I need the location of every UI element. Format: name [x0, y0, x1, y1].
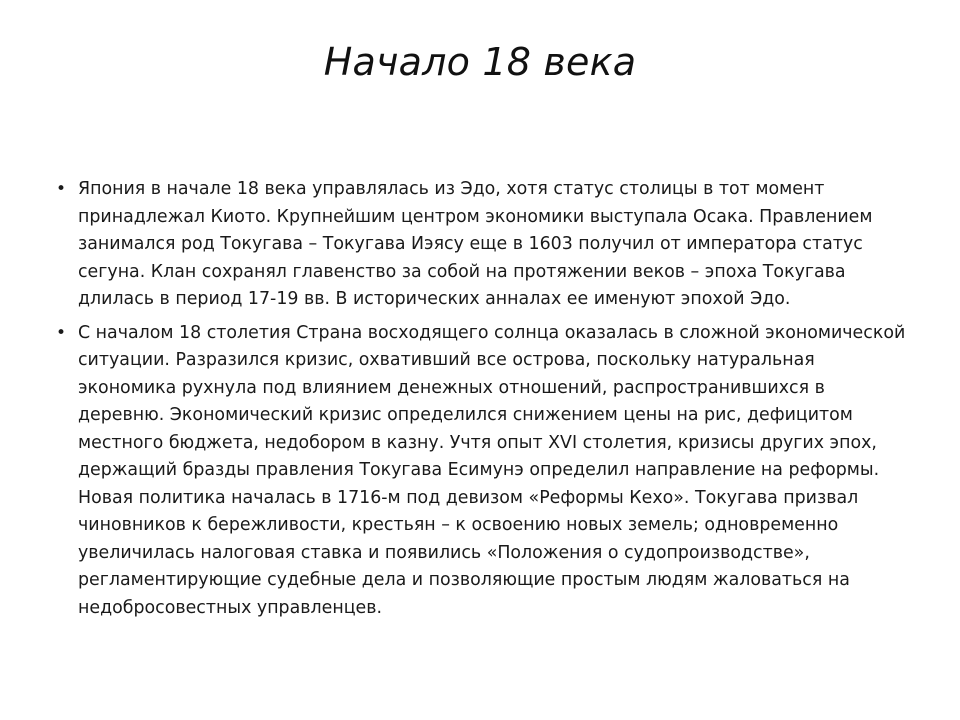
bullet-marker: •	[56, 322, 67, 343]
slide-title: Начало 18 века	[323, 40, 637, 84]
bullet-list	[56, 176, 916, 628]
bullet-item	[56, 176, 916, 314]
bullet-text: Япония в начале 18 века управлялась из Эдо, хотя статус столицы в тот момент принадлежал Киото. Крупнейшим центром экономики выступала Осака. Правлением занимался род Токугава – Токугава Иэясу еще в 1603 получил от императора статус сегуна. Клан сохранял главенство за собой на протяжении веков – эпоха Токугава длилась в период 17-19 вв. В исторических анналах ее именуют эпохой Эдо.	[78, 179, 873, 309]
bullet-marker: •	[56, 179, 67, 199]
bullet-text: С началом 18 столетия Страна восходящего солнца оказалась в сложной экономической ситуации. Разразился кризис, охвативший все острова, поскольку натуральная экономика рухнула под влиянием денежных отношений, распространившихся в деревню. Экономический кризис определился снижением цены на рис, дефицитом местного бюджета, недобором в казну. Учтя опыт XVI столетия, кризисы других эпох, держащий бразды правления Токугава Есимунэ определил направление на реформы. Новая политика началась в 1716-м под девизом «Реформы Кехо». Токугава призвал чиновников к бережливости, крестьян – к освоению новых земель; одновременно увеличилась налоговая ставка и появились «Положения о судопроизводстве», регламентирующие судебные дела и позволяющие простым людям жаловаться на недобросовестных управленцев.	[78, 322, 906, 618]
bullet-item	[56, 320, 916, 623]
